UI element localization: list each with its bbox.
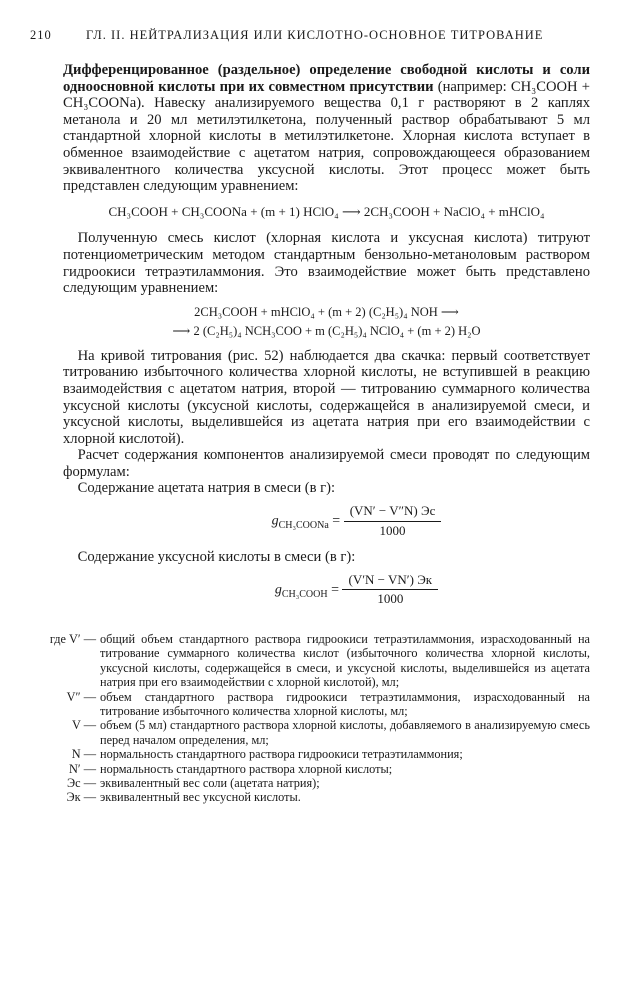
formula-1-lhs: g: [271, 513, 279, 529]
formula-2-lhs-sub: CH₃COOH: [281, 588, 328, 600]
equation-2: [63, 303, 590, 341]
definition-symbol: Эк —: [66, 790, 96, 805]
definition-item: [30, 790, 590, 804]
main-text: [63, 62, 590, 618]
definition-item: [30, 776, 590, 790]
definition-symbol: N′ —: [69, 761, 96, 776]
definition-symbol: где V′ —: [49, 632, 96, 646]
formula-1-numerator: (VN′ − V″N) Эс: [344, 503, 442, 522]
definition-text: общий объем стандартного раствора гидроокиси тетраэтиламмония, израсходованный на титрование суммарного количества кислот (избыточного количества хлорной кислоты, уксусной кислоты, содержащейся в смеси, и уксусной кислоты, выделившейся из ацетата натрия при его взаимодействии с хлорной кислотой), мл;: [100, 632, 590, 690]
formula-1-caption-text: Содержание ацетата натрия в смеси (в г):: [77, 480, 336, 497]
definition-text: эквивалентный вес соли (ацетата натрия);: [100, 776, 320, 791]
formula-2-caption: [63, 549, 590, 566]
formula-1-caption: [63, 480, 590, 497]
equation-2-line-1: 2CH₃COOH + mHClO₄ + (m + 2) (C₂H₅)₄ NOH ⟶: [194, 304, 459, 319]
variable-definitions: [30, 632, 590, 805]
definition-symbol: N —: [71, 747, 96, 762]
paragraph-3: [63, 348, 590, 448]
running-title: ГЛ. II. НЕЙТРАЛИЗАЦИЯ ИЛИ КИСЛОТНО-ОСНОВНОЕ ТИТРОВАНИЕ: [86, 28, 544, 42]
definition-item: [30, 747, 590, 761]
definition-text: нормальность стандартного раствора гидроокиси тетраэтиламмония;: [100, 747, 463, 762]
definition-text: нормальность стандартного раствора хлорной кислоты;: [100, 761, 393, 776]
definition-item: [30, 718, 590, 747]
formula-2-fraction: [342, 572, 438, 608]
formula-2-denominator: 1000: [377, 591, 404, 607]
definition-symbol: V —: [71, 718, 96, 733]
section-title: Дифференцированное (раздельное) определение свободной кислоты и соли одноосновной кислоты при их совместном присутствии: [63, 62, 590, 95]
definition-item: [30, 762, 590, 776]
definition-text: объем (5 мл) стандартного раствора хлорной кислоты, добавляемого в анализируемую смесь перед началом определения, мл;: [100, 718, 590, 747]
definition-item: [30, 632, 590, 690]
paragraph-2-text: Полученную смесь кислот (хлорная кислота и уксусная кислота) титруют потенциометрическим методом стандартным бензольно-метаноловым раствором гидроокиси тетраэтиламмония. Это взаимодействие может быть представлено следующим уравнением:: [63, 230, 590, 297]
definition-symbol: Эс —: [67, 776, 96, 791]
paragraph-4: [63, 447, 590, 480]
formula-1-lhs-sub: CH₃COONa: [278, 520, 329, 532]
formula-1: $g_{CH_3COONa}$ = $\frac{(VN' - V''N) Эс}{1000}$: [123, 503, 590, 539]
section-intro: [63, 62, 590, 195]
equation-1: CH₃COOH + CH₃COONa + (m + 1) HClO₄ ⟶ 2CH₃COOH + NaClO₄ + mHClO₄: [108, 203, 545, 219]
definition-text: эквивалентный вес уксусной кислоты.: [100, 790, 301, 805]
paragraph-3-text: На кривой титрования (рис. 52) наблюдается два скачка: первый соответствует титрованию избыточного количества хлорной кислоты, не вступившей в реакцию взаимодействия с ацетатом натрия, второй — титрованию суммарного количества уксусной кислоты (уксусной кислоты, содержащейся в анализируемой смеси, и уксусной кислоты, выделившейся из ацетата натрия при его взаимодействии с хлорной кислотой).: [63, 347, 590, 447]
formula-1-denominator: 1000: [379, 522, 406, 538]
formula-1-fraction: [344, 503, 442, 539]
formula-2-caption-text: Содержание уксусной кислоты в смеси (в г):: [77, 549, 356, 566]
formula-2-numerator: (V′N − VN′) Эк: [342, 572, 438, 591]
definition-item: [30, 690, 590, 719]
definition-symbol: V″ —: [66, 689, 96, 704]
definition-text: объем стандартного раствора гидроокиси тетраэтиламмония, израсходованный на титрование избыточного количества хлорной кислоты, мл;: [100, 689, 590, 719]
paragraph-2: [63, 230, 590, 296]
intro-text: (например: CH₃COOH + CH₃COONa). Навеску анализируемого вещества 0,1 г растворяют в 2 каплях метанола и 20 мл метилэтилкетона, полученный раствор обрабатывают 5 мл стандартной хлорной кислоты в метилэтилкетоне. Хлорная кислота вступает в обменное взаимодействие с ацетатом натрия, сопровождающееся образованием эквивалентного количества уксусной кислоты. Этот процесс может быть представлен следующим уравнением:: [63, 78, 590, 195]
equation-2-line-2: ⟶ 2 (C₂H₅)₄ NCH₃COO + m (C₂H₅)₄ NClO₄ + (m + 2) H₂O: [172, 323, 481, 338]
formula-2-lhs: g: [274, 582, 282, 598]
paragraph-4-text: Расчет содержания компонентов анализируемой смеси проводят по следующим формулам:: [63, 447, 590, 480]
page-number: 210: [30, 28, 52, 42]
formula-2: $g_{CH_3COOH}$ = $\frac{(V'N - VN') Эк}{1000}$: [123, 572, 590, 608]
